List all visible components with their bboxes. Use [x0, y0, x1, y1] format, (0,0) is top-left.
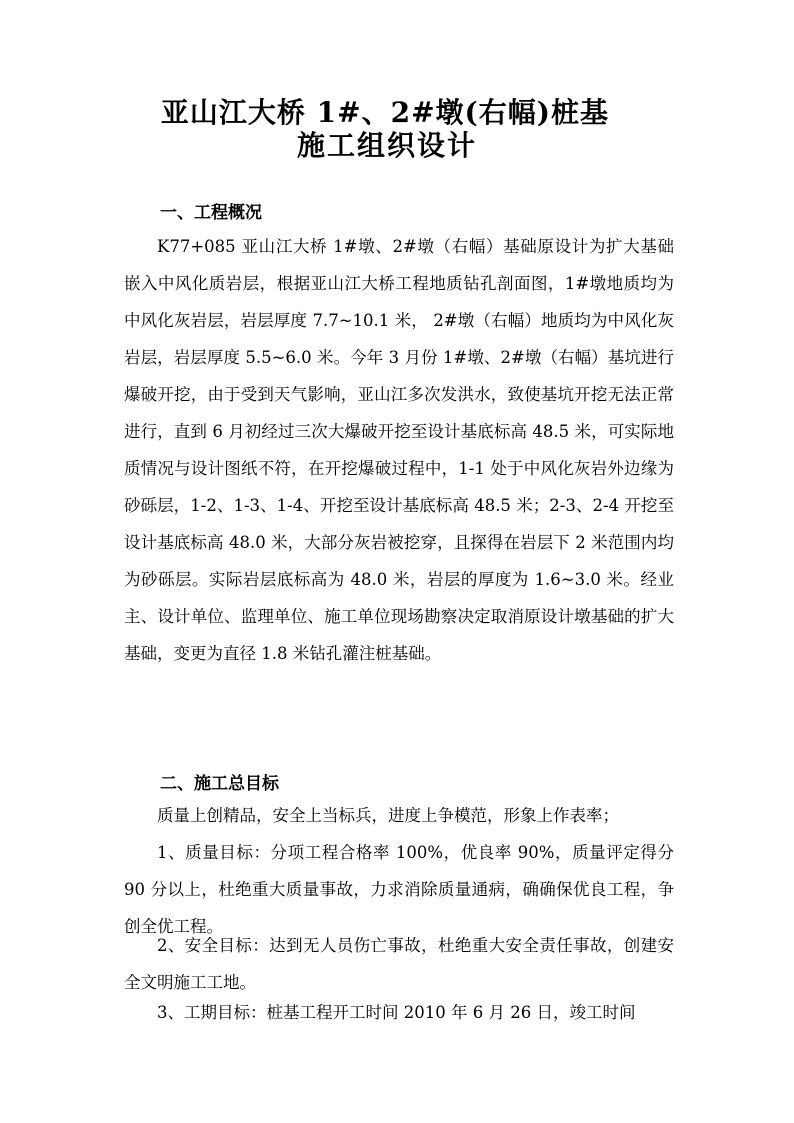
section2-safety: 2、安全目标：达到无人员伤亡事故，杜绝重大安全责任事故，创建安全文明施工工地。 [124, 936, 674, 992]
document-title-line2: 施工组织设计 [296, 129, 477, 162]
section2-schedule: 3、工期目标：桩基工程开工时间 2010 年 6 月 26 日，竣工时间 [157, 1003, 636, 1022]
section2-intro: 质量上创精品，安全上当标兵，进度上争模范，形象上作表率； [157, 806, 619, 825]
section2-heading: 二、施工总目标 [160, 774, 279, 794]
section1-paragraph: K77+085 亚山江大桥 1#墩、2#墩（右幅）基础原设计为扩大基础嵌入中风化质岩层，根据亚山江大桥工程地质钻孔剖面图，1#墩地质均为中风化灰岩层，岩层厚度 7.7~10.1 米， 2#墩（右幅）地质均为中风化灰岩层，岩层厚度 5.5~6.0 米。今年 3 月份 1#墩、2#墩（右幅）基坑进行爆破开挖，由于受到天气影响，亚山江多次发洪水，致使基坑开挖无法正常进行，直到 6 月初经过三次大爆破开挖至设计基底标高 48.5 米，可实际地质情况与设计图纸不符，在开挖爆破过程中，1-1 处于中风化灰岩外边缘为砂砾层，1-2、1-3、1-4、开挖至设计基底标高 48.5 米；2-3、2-4 开挖至设计基底标高 48.0 米，大部分灰岩被挖穿，且探得在岩层下 2 米范围内均为砂砾层。实际岩层底标高为 48.0 米，岩层的厚度为 1.6~3.0 米。经业主、设计单位、监理单位、施工单位现场勘察决定取消原设计墩基础的扩大基础，变更为直径 1.8 米钻孔灌注桩基础。 [124, 237, 674, 663]
section1-heading: 一、工程概况 [160, 203, 262, 223]
document-title-line1: 亚山江大桥 1#、2#墩(右幅)桩基 [160, 96, 610, 129]
section2-quality: 1、质量目标：分项工程合格率 100%，优良率 90%，质量评定得分 90 分以上，杜绝重大质量事故，力求消除质量通病，确确保优良工程，争创全优工程。 [124, 843, 674, 936]
